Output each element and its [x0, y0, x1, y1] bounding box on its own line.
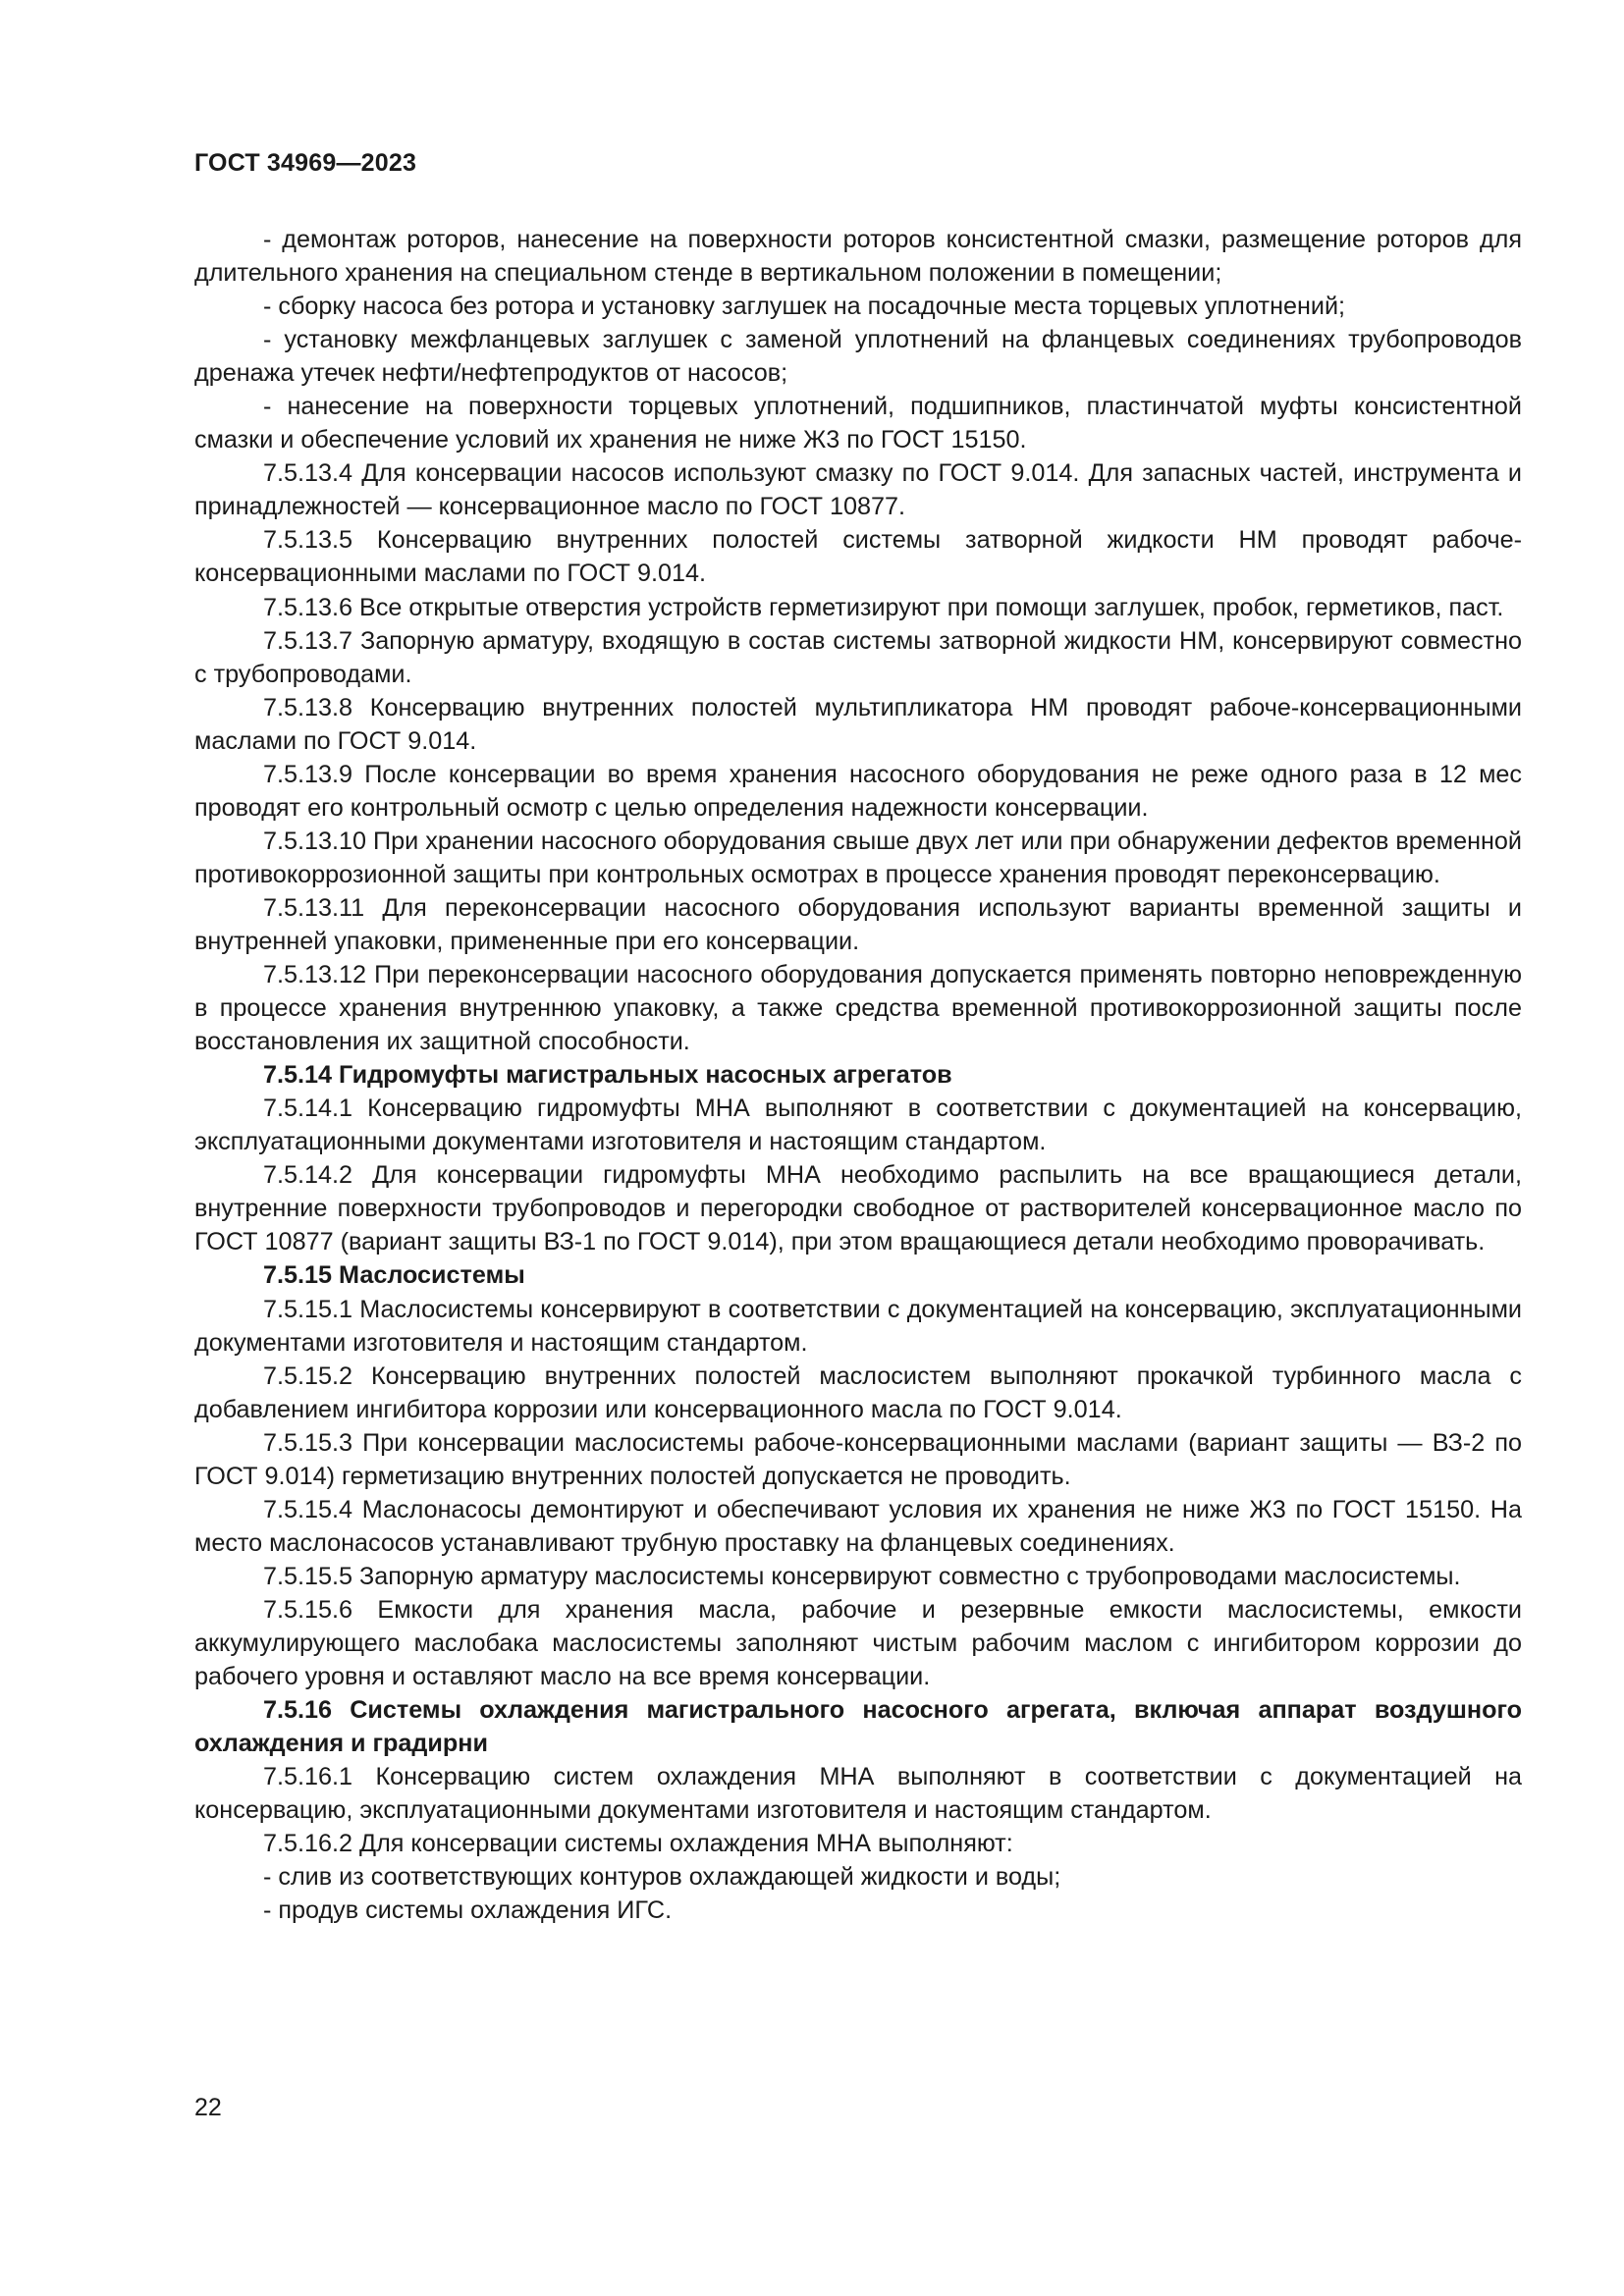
page-number: 22	[194, 2094, 222, 2121]
paragraph: 7.5.15.2 Консервацию внутренних полостей маслосистем выполняют прокачкой турбинного масла с добавлением ингибитора коррозии или консервационного масла по ГОСТ 9.014.	[194, 1362, 1522, 1423]
paragraph: 7.5.13.11 Для переконсервации насосного оборудования используют варианты временной защиты и внутренней упаковки, примененные при его консервации.	[194, 893, 1522, 955]
paragraph: 7.5.15.4 Маслонасосы демонтируют и обеспечивают условия их хранения не ниже Ж3 по ГОСТ 15150. На место маслонасосов устанавливают трубную проставку на фланцевых соединениях.	[194, 1495, 1522, 1557]
document-header: ГОСТ 34969—2023	[194, 149, 417, 177]
list-item: - продув системы охлаждения ИГС.	[263, 1896, 673, 1925]
paragraph: 7.5.13.10 При хранении насосного оборудования свыше двух лет или при обнаружении дефектов временной противокоррозионной защиты при контрольных осмотрах в процессе хранения проводят переконсервацию.	[194, 827, 1522, 888]
list-item: - установку межфланцевых заглушек с заменой уплотнений на фланцевых соединениях трубопроводов дренажа утечек нефти/нефтепродуктов от насосов;	[194, 326, 1522, 388]
paragraph: 7.5.14.2 Для консервации гидромуфты МНА необходимо распылить на все вращающиеся детали, внутренние поверхности трубопроводов и перегородки свободное от растворителей консервационное масло по ГОСТ 10877 (вариант защиты ВЗ-1 по ГОСТ 9.014), при этом вращающиеся детали необходимо проворачивать.	[194, 1161, 1522, 1256]
paragraph: 7.5.16.2 Для консервации системы охлаждения МНА выполняют:	[263, 1830, 1013, 1858]
paragraph: 7.5.14.1 Консервацию гидромуфты МНА выполняют в соответствии с документацией на консервацию, эксплуатационными документами изготовителя и настоящим стандартом.	[194, 1095, 1522, 1156]
paragraph: 7.5.13.9 После консервации во время хранения насосного оборудования не реже одного раза в 12 мес проводят его контрольный осмотр с целью определения надежности консервации.	[194, 760, 1522, 822]
document-body	[194, 223, 1522, 1927]
paragraph: 7.5.13.12 При переконсервации насосного оборудования допускается применять повторно неповрежденную в процессе хранения внутреннюю упаковку, а также средства временной противокоррозионной защиты после восстановления их защитной способности.	[194, 961, 1522, 1056]
paragraph: 7.5.15.6 Емкости для хранения масла, рабочие и резервные емкости маслосистемы, емкости аккумулирующего маслобака маслосистемы заполняют чистым рабочим маслом с ингибитором коррозии до рабочего уровня и оставляют масло на все время консервации.	[194, 1595, 1522, 1691]
paragraph: 7.5.15.5 Запорную арматуру маслосистемы консервируют совместно с трубопроводами маслосистемы.	[263, 1562, 1461, 1590]
paragraph: 7.5.16.1 Консервацию систем охлаждения МНА выполняют в соответствии с документацией на консервацию, эксплуатационными документами изготовителя и настоящим стандартом.	[194, 1763, 1522, 1825]
list-item: - нанесение на поверхности торцевых уплотнений, подшипников, пластинчатой муфты консистентной смазки и обеспечение условий их хранения не ниже Ж3 по ГОСТ 15150.	[194, 393, 1522, 454]
paragraph: 7.5.13.7 Запорную арматуру, входящую в состав системы затворной жидкости НМ, консервируют совместно с трубопроводами.	[194, 626, 1522, 688]
list-item: - слив из соответствующих контуров охлаждающей жидкости и воды;	[263, 1863, 1061, 1892]
paragraph: 7.5.13.6 Все открытые отверстия устройств герметизируют при помощи заглушек, пробок, герметиков, паст.	[263, 593, 1504, 621]
section-heading: 7.5.15 Маслосистемы	[263, 1261, 525, 1290]
paragraph: 7.5.15.1 Маслосистемы консервируют в соответствии с документацией на консервацию, эксплуатационными документами изготовителя и настоящим стандартом.	[194, 1295, 1522, 1357]
list-item: - демонтаж роторов, нанесение на поверхности роторов консистентной смазки, размещение роторов для длительного хранения на специальном стенде в вертикальном положении в помещении;	[194, 226, 1522, 288]
section-heading: 7.5.14 Гидромуфты магистральных насосных агрегатов	[263, 1061, 952, 1090]
paragraph: 7.5.13.5 Консервацию внутренних полостей системы затворной жидкости НМ проводят рабоче-консервационными маслами по ГОСТ 9.014.	[194, 526, 1522, 588]
list-item: - сборку насоса без ротора и установку заглушек на посадочные места торцевых уплотнений;	[263, 293, 1346, 321]
paragraph: 7.5.15.3 При консервации маслосистемы рабоче-консервационными маслами (вариант защиты — ВЗ-2 по ГОСТ 9.014) герметизацию внутренних полостей допускается не проводить.	[194, 1428, 1522, 1490]
section-heading: 7.5.16 Системы охлаждения магистрального насосного агрегата, включая аппарат воздушного охлаждения и градирни	[194, 1696, 1522, 1758]
paragraph: 7.5.13.4 Для консервации насосов используют смазку по ГОСТ 9.014. Для запасных частей, инструмента и принадлежностей — консервационное масло по ГОСТ 10877.	[194, 459, 1522, 521]
paragraph: 7.5.13.8 Консервацию внутренних полостей мультипликатора НМ проводят рабоче-консервационными маслами по ГОСТ 9.014.	[194, 693, 1522, 755]
